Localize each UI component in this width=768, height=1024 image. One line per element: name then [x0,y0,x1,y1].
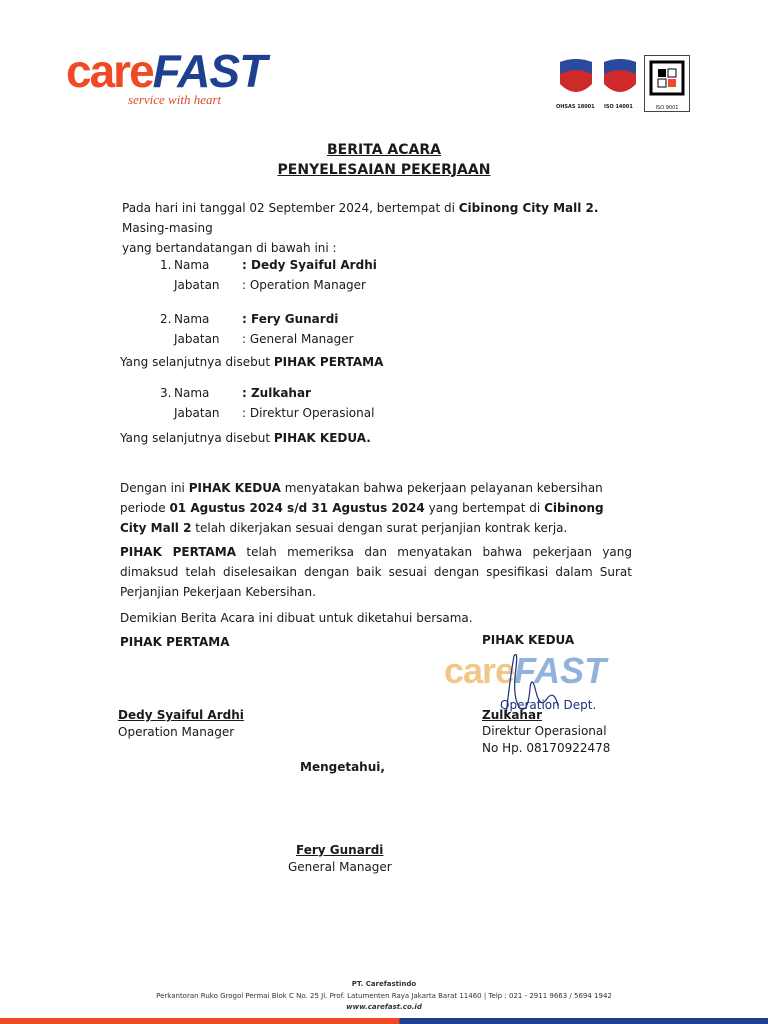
para2-party: PIHAK PERTAMA [120,545,237,559]
stamp-fast-text: FAST [514,650,607,691]
footer-color-bar [0,1018,768,1024]
witness-role: General Manager [288,860,392,874]
person-3-block [160,386,374,424]
ohsas-badge-icon [556,56,596,106]
logo-fast-text: FAST [152,45,267,97]
name-label: Nama [174,312,210,326]
party2-label: PIHAK KEDUA. [273,431,371,445]
inspection-paragraph [120,542,632,602]
job-label: Jabatan [174,278,220,292]
iso9001-badge-icon [644,55,690,112]
name-label: Nama [174,258,210,272]
person-job: : Direktur Operasional [242,406,375,420]
stamp-dept: Operation Dept. [500,698,597,712]
para1-party: PIHAK KEDUA [188,481,281,495]
person-2-block [160,312,354,350]
intro-place: Cibinong City Mall 2. [458,201,599,215]
job-label: Jabatan [174,332,220,346]
party1-text: Yang selanjutnya disebut [120,355,274,369]
right-signer-phone: No Hp. 08170922478 [482,741,611,755]
right-signer-title: PIHAK KEDUA [482,633,575,647]
cert2-label: ISO 14001 [604,104,633,110]
left-signer-name: Dedy Syaiful Ardhi [118,708,244,722]
person-name: : Fery Gunardi [242,312,339,326]
person-number: 3. [160,386,172,400]
person-name: : Zulkahar [242,386,311,400]
person-number: 2. [160,312,172,326]
cert1-label: OHSAS 18001 [556,104,595,110]
right-signer-role: Direktur Operasional [482,724,607,738]
intro-text-a: Pada hari ini tanggal 02 September 2024, bertempat di [122,201,459,215]
intro-paragraph [122,198,642,258]
iso14001-badge-icon [600,56,640,106]
witness-name: Fery Gunardi [296,843,384,857]
para2-text: telah memeriksa dan menyatakan bahwa pekerjaan yang dimaksud telah diselesaikan dengan baik sesuai dengan spesifikasi dalam Surat Perjanjian Pekerjaan Kebersihan. [120,545,633,599]
footer-website: www.carefast.co.id [346,1003,422,1011]
document-title: BERITA ACARA [327,142,441,158]
person-number: 1. [160,258,172,272]
footer-company: PT. Carefastindo [351,980,417,988]
party1-line [120,352,383,372]
person-job: : Operation Manager [242,278,366,292]
closing-text: Demikian Berita Acara ini dibuat untuk diketahui bersama. [120,611,473,625]
person-job: : General Manager [242,332,354,346]
stamp-care-text: care [444,650,515,691]
person-name: : Dedy Syaiful Ardhi [242,258,377,272]
left-signer-title: PIHAK PERTAMA [120,635,230,649]
para1-g: telah dikerjakan sesuai dengan surat perjanjian kontrak kerja. [191,521,568,535]
job-label: Jabatan [174,406,220,420]
intro-text-c: yang bertandatangan di bawah ini : [122,241,337,255]
witness-title: Mengetahui, [300,760,385,774]
document-subtitle: PENYELESAIAN PEKERJAAN [277,162,491,178]
company-logo [66,44,266,98]
intro-text-b: Masing-masing [122,221,213,235]
para1-e: yang bertempat di [424,501,545,515]
statement-paragraph [120,478,632,538]
cert3-label: ISO 9001 [655,105,679,111]
para1-c: menyatakan bahwa pekerjaan pelayanan kebersihan periode [120,481,603,515]
person-1-block [160,258,377,296]
para1-period: 01 Agustus 2024 s/d 31 Agustus 2024 [169,501,425,515]
footer-address: Perkantoran Ruko Grogol Permai Blok C No. 25 Jl. Prof. Latumenten Raya Jakarta Barat 11460 | Telp : 021 - 2911 9663 / 5694 1942 [156,992,612,1000]
right-signer-name: Zulkahar [482,708,542,722]
name-label: Nama [174,386,210,400]
party1-label: PIHAK PERTAMA [273,355,384,369]
para1-place: Cibinong City Mall 2 [120,501,604,535]
party2-line [120,428,371,448]
party2-text: Yang selanjutnya disebut [120,431,274,445]
logo-care-text: care [66,45,153,97]
para1-a: Dengan ini [120,481,189,495]
left-signer-role: Operation Manager [118,725,235,739]
logo-tagline: service with heart [128,92,222,107]
